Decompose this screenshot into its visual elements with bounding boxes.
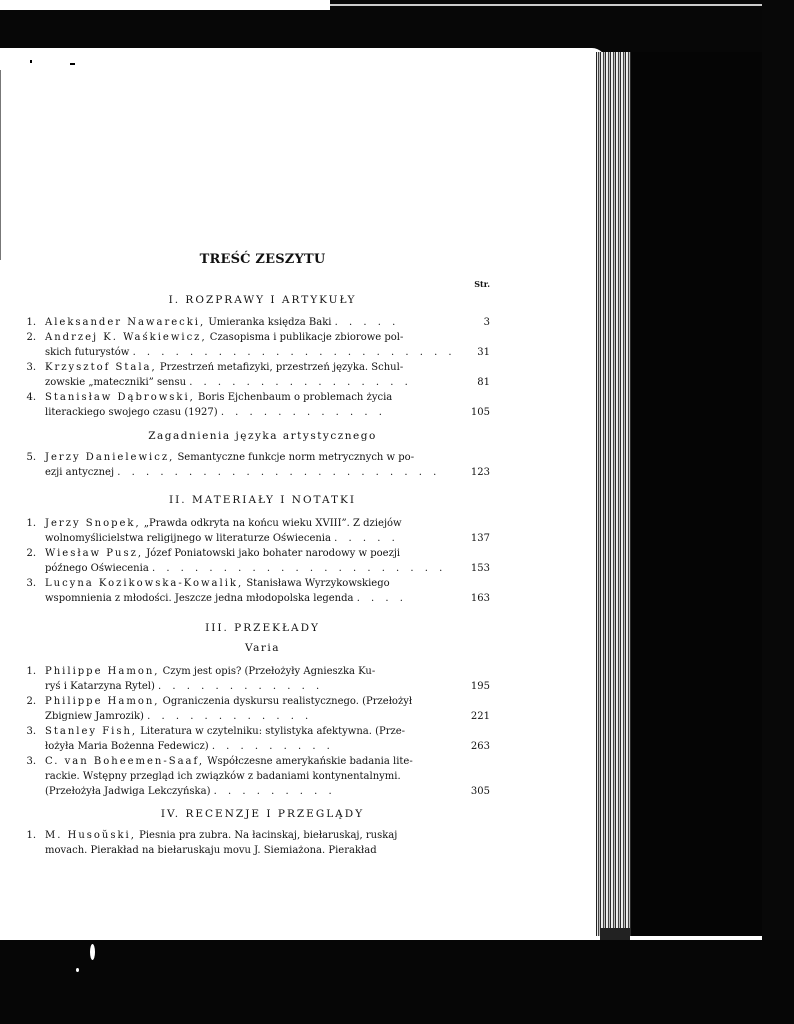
- entry-title-cont: Zbigniew Jamrozik): [45, 711, 144, 722]
- entry-title: Przestrzeń metafizyki, przestrzeń języka. Schul-: [156, 362, 404, 373]
- scan-speck: [30, 60, 32, 63]
- entry-number: 1.: [26, 317, 36, 328]
- entry-author: Aleksander Nawarecki,: [45, 317, 206, 328]
- entry-page: 263: [470, 741, 490, 752]
- entry-number: 2.: [26, 696, 36, 707]
- subsection-heading: Varia: [244, 642, 281, 654]
- entry-number: 2.: [26, 332, 36, 343]
- scan-speck-light: [76, 968, 79, 972]
- entry-page: 137: [470, 533, 490, 544]
- scan-top-light-strip: [0, 0, 330, 10]
- entry-title-cont: zowskie „mateczniki” sensu: [45, 377, 187, 388]
- entry-author: Jerzy Snopek,: [45, 518, 141, 529]
- entry-title: Czym jest opis? (Przełożyły Agnieszka Ku-: [159, 666, 376, 677]
- page-left-edge-line: [0, 70, 1, 260]
- page-edges: [596, 52, 631, 936]
- entry-title-cont: movach. Pierakład na biełaruskaju movu J. Siemiażona. Pierakład: [45, 845, 377, 856]
- entry-page: 153: [470, 563, 490, 574]
- scan-top-line: [330, 4, 794, 6]
- scan-speck-light: [90, 944, 95, 960]
- entry-page: 305: [470, 786, 490, 797]
- entry-number: 3.: [26, 362, 36, 373]
- entry-number: 2.: [26, 548, 36, 559]
- scan-dark-area-bottom: [0, 940, 794, 1024]
- entry-author: Philippe Hamon,: [45, 696, 160, 707]
- entry-title-cont2: rackie. Wstępny przegląd ich związków z badaniami kontynentalnymi.: [45, 771, 401, 782]
- entry-number: 3.: [26, 726, 36, 737]
- entry-title-cont: późnego Oświecenia: [45, 563, 149, 574]
- entry-title: Ograniczenia dyskursu realistycznego. (Przełożył: [159, 696, 413, 707]
- entry-author: Wiesław Pusz,: [45, 548, 144, 559]
- book-shadow: [630, 52, 762, 936]
- entry-page: 163: [470, 593, 490, 604]
- entry-number: 3.: [26, 756, 36, 767]
- entry-title-cont: łożyła Maria Bożenna Fedewicz): [45, 741, 209, 752]
- entry-title-cont: literackiego swojego czasu (1927): [45, 407, 218, 418]
- entry-title-cont: skich futurystów: [45, 347, 130, 358]
- scan-speck: [70, 63, 75, 65]
- entry-title: Współczesne amerykańskie badania lite-: [204, 756, 413, 767]
- entry-author: Andrzej K. Waśkiewicz,: [45, 332, 207, 343]
- entry-page: 3: [483, 317, 490, 328]
- entry-author: Jerzy Danielewicz,: [45, 452, 175, 463]
- entry-number: 3.: [26, 578, 36, 589]
- entry-title: Józef Poniatowski jako bohater narodowy w poezji: [143, 548, 401, 559]
- entry-page: 123: [470, 467, 490, 478]
- entry-author: Lucyna Kozikowska-Kowalik,: [45, 578, 244, 589]
- entry-title-cont: ezji antycznej: [45, 467, 115, 478]
- entry-number: 4.: [26, 392, 36, 403]
- entry-title: Stanisława Wyrzykowskiego: [243, 578, 390, 589]
- entry-author: Krzysztof Stala,: [45, 362, 157, 373]
- page-column-label: Str.: [474, 279, 490, 289]
- entry-author: C. van Boheemen-Saaf,: [45, 756, 205, 767]
- entry-page: 81: [477, 377, 490, 388]
- toc-title: TREŚĆ ZESZYTU: [199, 252, 326, 267]
- entry-title: Czasopisma i publikacje zbiorowe pol-: [206, 332, 404, 343]
- entry-title: Literatura w czytelniku: stylistyka afektywna. (Prze-: [137, 726, 406, 737]
- section-heading: I. ROZPRAWY I ARTYKUŁY: [168, 294, 357, 306]
- entry-author: Stanisław Dąbrowski,: [45, 392, 195, 403]
- entry-author: Philippe Hamon,: [45, 666, 160, 677]
- entry-page: 221: [470, 711, 490, 722]
- subsection-heading: Zagadnienia języka artystycznego: [148, 430, 377, 442]
- page-edge-corner: [600, 928, 630, 940]
- entry-number: 5.: [26, 452, 36, 463]
- entry-number: 1.: [26, 830, 36, 841]
- entry-author: M. Husoŭski,: [45, 830, 136, 841]
- entry-title: Umieranka księdza Baki: [205, 317, 332, 328]
- section-heading: III. PRZEKŁADY: [205, 622, 320, 634]
- entry-title-cont: wolnomyślicielstwa religijnego w literaturze Oświecenia: [45, 533, 331, 544]
- entry-title: Piesnia pra zubra. Na łacinskaj, biełaruskaj, ruskaj: [135, 830, 398, 841]
- entry-title: „Prawda odkryta na końcu wieku XVIII”. Z dziejów: [140, 518, 402, 529]
- entry-title-cont: wspomnienia z młodości. Jeszcze jedna młodopolska legenda: [45, 593, 354, 604]
- section-heading: II. MATERIAŁY I NOTATKI: [169, 494, 356, 506]
- entry-page: 31: [477, 347, 490, 358]
- entry-title-cont: (Przełożyła Jadwiga Lekczyńska): [45, 786, 211, 797]
- entry-title: Semantyczne funkcje norm metrycznych w po-: [174, 452, 415, 463]
- entry-page: 105: [470, 407, 490, 418]
- entry-author: Stanley Fish,: [45, 726, 138, 737]
- entry-page: 195: [470, 681, 490, 692]
- entry-number: 1.: [26, 518, 36, 529]
- entry-title-cont: ryś i Katarzyna Rytel): [45, 681, 155, 692]
- scan-dark-area-right: [762, 0, 794, 1024]
- section-heading: IV. RECENZJE I PRZEGLĄDY: [160, 808, 365, 820]
- entry-title: Boris Ejchenbaum o problemach życia: [194, 392, 393, 403]
- entry-number: 1.: [26, 666, 36, 677]
